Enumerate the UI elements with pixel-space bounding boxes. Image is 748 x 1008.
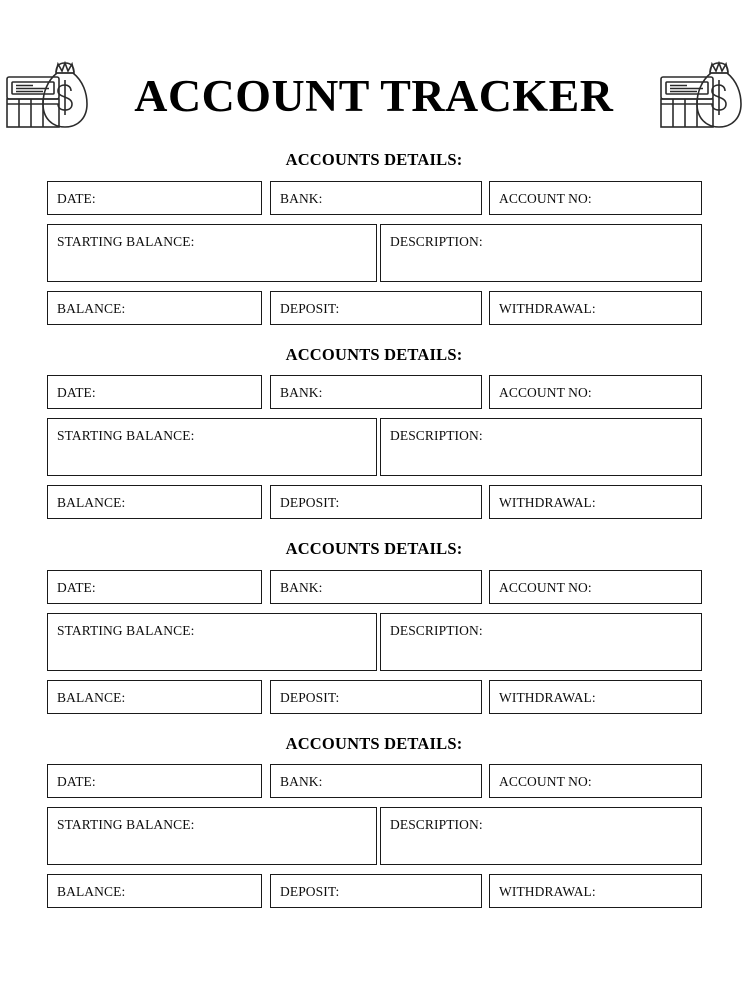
account-form	[47, 375, 702, 519]
withdrawal-field[interactable]	[489, 485, 702, 519]
description-field[interactable]	[380, 224, 702, 282]
date-label: DATE:	[57, 774, 96, 789]
bank-field[interactable]	[270, 181, 482, 215]
account-no-label: ACCOUNT NO:	[499, 385, 592, 400]
deposit-label: DEPOSIT:	[280, 300, 340, 316]
description-field[interactable]	[380, 807, 702, 865]
date-field[interactable]	[47, 570, 262, 604]
account-no-field[interactable]	[489, 181, 702, 215]
date-label: DATE:	[57, 190, 96, 206]
balance-label: BALANCE:	[57, 884, 126, 899]
deposit-field[interactable]	[270, 874, 482, 908]
account-form	[47, 181, 702, 325]
section-heading: ACCOUNTS DETAILS:	[285, 344, 463, 364]
balance-field[interactable]	[47, 874, 262, 908]
starting-balance-field[interactable]	[47, 807, 377, 865]
balance-label: BALANCE:	[57, 300, 126, 316]
form-row-identification	[47, 764, 702, 798]
bank-field[interactable]	[270, 375, 482, 409]
description-label: DESCRIPTION:	[390, 817, 483, 832]
withdrawal-label: WITHDRAWAL:	[499, 884, 596, 899]
account-details-section	[0, 344, 748, 520]
starting-balance-label: STARTING BALANCE:	[57, 428, 195, 443]
starting-balance-field[interactable]	[47, 224, 377, 282]
starting-balance-field[interactable]	[47, 418, 377, 476]
description-label: DESCRIPTION:	[390, 428, 483, 443]
description-label: DESCRIPTION:	[390, 622, 483, 638]
form-row-transactions	[47, 874, 702, 908]
form-row-transactions	[47, 680, 702, 714]
account-details-section	[0, 152, 748, 325]
form-row-balance-description	[47, 613, 702, 671]
money-bag-icon	[653, 51, 748, 141]
bank-label: BANK:	[280, 190, 323, 206]
account-no-field[interactable]	[489, 764, 702, 798]
bank-label: BANK:	[280, 774, 323, 789]
balance-field[interactable]	[47, 680, 262, 714]
form-row-identification	[47, 570, 702, 604]
deposit-label: DEPOSIT:	[280, 884, 340, 899]
account-details-section	[0, 541, 748, 714]
deposit-label: DEPOSIT:	[280, 495, 340, 510]
account-details-section	[0, 733, 748, 909]
page-title: ACCOUNT TRACKER	[134, 70, 614, 121]
deposit-field[interactable]	[270, 291, 482, 325]
page-header	[0, 40, 748, 152]
withdrawal-label: WITHDRAWAL:	[499, 300, 596, 316]
date-field[interactable]	[47, 764, 262, 798]
account-form	[47, 764, 702, 908]
date-label: DATE:	[57, 579, 96, 595]
account-no-field[interactable]	[489, 570, 702, 604]
account-no-label: ACCOUNT NO:	[499, 774, 592, 789]
form-row-balance-description	[47, 224, 702, 282]
bank-field[interactable]	[270, 570, 482, 604]
money-bag-icon	[0, 51, 95, 141]
balance-field[interactable]	[47, 485, 262, 519]
form-row-balance-description	[47, 418, 702, 476]
account-no-field[interactable]	[489, 375, 702, 409]
description-field[interactable]	[380, 418, 702, 476]
form-row-transactions	[47, 291, 702, 325]
deposit-field[interactable]	[270, 485, 482, 519]
balance-label: BALANCE:	[57, 495, 126, 510]
bank-label: BANK:	[280, 579, 323, 595]
deposit-label: DEPOSIT:	[280, 689, 340, 705]
bank-label: BANK:	[280, 385, 323, 400]
section-heading: ACCOUNTS DETAILS:	[285, 150, 463, 169]
withdrawal-label: WITHDRAWAL:	[499, 495, 596, 510]
starting-balance-label: STARTING BALANCE:	[57, 233, 195, 249]
form-row-transactions	[47, 485, 702, 519]
date-field[interactable]	[47, 181, 262, 215]
bank-field[interactable]	[270, 764, 482, 798]
description-label: DESCRIPTION:	[390, 233, 483, 249]
description-field[interactable]	[380, 613, 702, 671]
date-label: DATE:	[57, 385, 96, 400]
account-no-label: ACCOUNT NO:	[499, 579, 592, 595]
date-field[interactable]	[47, 375, 262, 409]
section-heading: ACCOUNTS DETAILS:	[285, 539, 463, 558]
withdrawal-field[interactable]	[489, 680, 702, 714]
starting-balance-label: STARTING BALANCE:	[57, 622, 195, 638]
starting-balance-field[interactable]	[47, 613, 377, 671]
balance-label: BALANCE:	[57, 689, 126, 705]
withdrawal-label: WITHDRAWAL:	[499, 689, 596, 705]
withdrawal-field[interactable]	[489, 291, 702, 325]
form-row-identification	[47, 375, 702, 409]
section-heading: ACCOUNTS DETAILS:	[285, 733, 463, 753]
form-row-identification	[47, 181, 702, 215]
form-row-balance-description	[47, 807, 702, 865]
account-no-label: ACCOUNT NO:	[499, 190, 592, 206]
deposit-field[interactable]	[270, 680, 482, 714]
starting-balance-label: STARTING BALANCE:	[57, 817, 195, 832]
balance-field[interactable]	[47, 291, 262, 325]
withdrawal-field[interactable]	[489, 874, 702, 908]
account-form	[47, 570, 702, 714]
